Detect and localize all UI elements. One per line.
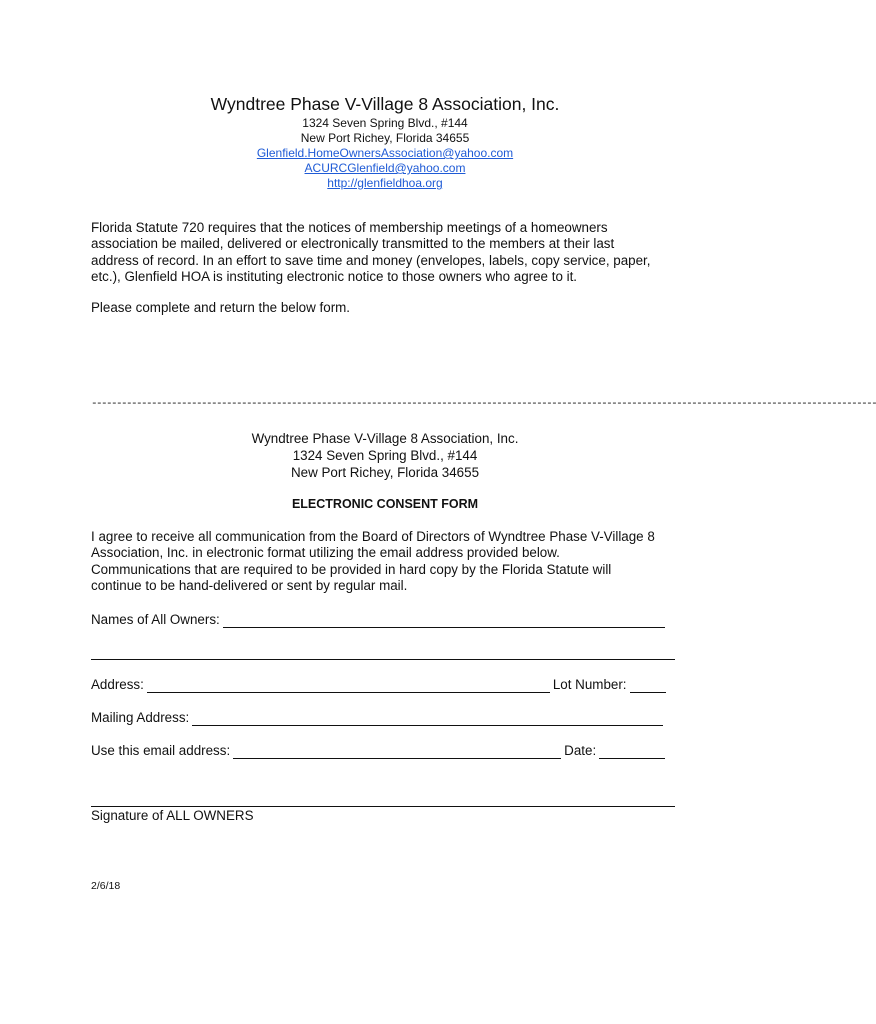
consent-line: Association, Inc. in electronic format utilizing the email address provided below. [91, 545, 560, 561]
lot-number-input-line[interactable] [630, 680, 666, 693]
lot-number-label: Lot Number: [552, 677, 627, 692]
email-field-row [91, 743, 681, 759]
mailing-address-field-row [91, 710, 681, 726]
form-title: ELECTRONIC CONSENT FORM [291, 497, 479, 511]
consent-paragraph [91, 529, 691, 595]
address-field-row [91, 677, 681, 693]
consent-line: I agree to receive all communication from the Board of Directors of Wyndtree Phase V-Village 8 [91, 529, 655, 544]
date-input-line[interactable] [599, 746, 665, 759]
org-title: Wyndtree Phase V-Village 8 Association, Inc. [210, 94, 560, 114]
consent-line: Communications that are required to be provided in hard copy by the Florida Statute will [91, 561, 612, 577]
date-label: Date: [564, 743, 597, 758]
mailing-address-input-line[interactable] [192, 713, 663, 726]
website-link[interactable]: http://glenfieldhoa.org [327, 176, 443, 190]
intro-line: address of record. In an effort to save time and money (envelopes, labels, copy service, paper, [91, 252, 651, 268]
form-address-line2: New Port Richey, Florida 34655 [290, 465, 480, 480]
cut-line-divider: ------------------------------------------------------------------------------------------------------------------------------------------------------------- [91, 398, 876, 410]
address-input-line[interactable] [147, 680, 550, 693]
form-org-name: Wyndtree Phase V-Village 8 Association, Inc. [251, 431, 519, 446]
intro-line: etc.), Glenfield HOA is instituting electronic notice to those owners who agree to it. [91, 269, 578, 285]
signature-label: Signature of ALL OWNERS [91, 808, 254, 823]
email-link-acurc[interactable]: ACURCGlenfield@yahoo.com [304, 161, 466, 175]
names-field-row [91, 612, 681, 628]
instruction-text: Please complete and return the below form. [91, 300, 351, 315]
footer-date: 2/6/18 [91, 880, 121, 892]
form-address-line1: 1324 Seven Spring Blvd., #144 [292, 448, 478, 463]
email-link-hoa[interactable]: Glenfield.HomeOwnersAssociation@yahoo.com [256, 146, 514, 160]
email-label: Use this email address: [91, 743, 231, 758]
email-input-line[interactable] [233, 746, 561, 759]
intro-line: Florida Statute 720 requires that the notices of membership meetings of a homeowners [91, 220, 608, 235]
header-address-line1: 1324 Seven Spring Blvd., #144 [302, 116, 468, 130]
names-continuation-line[interactable] [91, 659, 675, 660]
header-address-line2: New Port Richey, Florida 34655 [300, 131, 470, 145]
signature-line[interactable] [91, 806, 675, 807]
intro-line: association be mailed, delivered or electronically transmitted to the members at their last [91, 236, 615, 252]
intro-paragraph [91, 220, 691, 286]
mailing-address-label: Mailing Address: [91, 710, 190, 725]
consent-line: continue to be hand-delivered or sent by regular mail. [91, 578, 408, 594]
names-input-line[interactable] [223, 615, 665, 628]
address-label: Address: [91, 677, 144, 692]
names-label: Names of All Owners: [91, 612, 220, 627]
